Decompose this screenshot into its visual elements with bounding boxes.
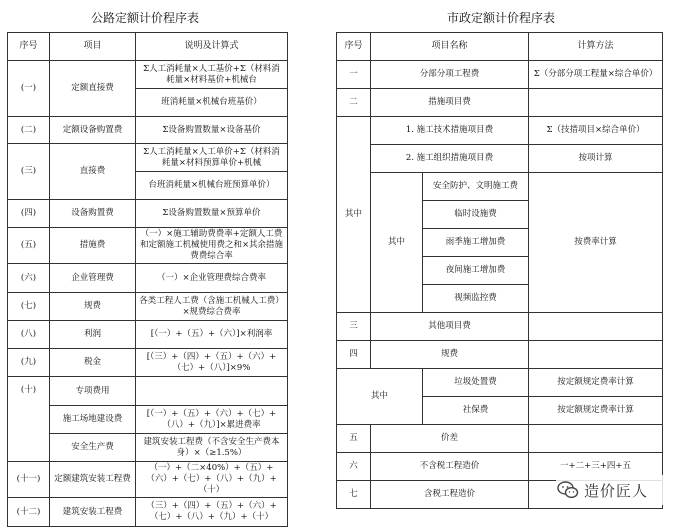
header-desc: 说明及计算式 <box>136 33 288 61</box>
row-name: 安全防护、文明施工费 <box>423 173 529 201</box>
row-desc: Σ设备购置数量×设备基价 <box>136 117 288 144</box>
row-method: 按费率计算 <box>529 173 663 313</box>
row-method: 按定额规定费率计算 <box>529 397 663 425</box>
row-desc: （一）×施工辅助费费率+定额人工费和定额施工机械使用费之和×其余措施费费综合率 <box>136 228 288 264</box>
row-desc: [（一）+（五）+（六）+（七）+（八）+（九）]×累进费率 <box>136 406 288 434</box>
row-name: 价差 <box>371 425 529 453</box>
row-item: 建筑安装工程费 <box>50 498 136 527</box>
row-name: 规费 <box>371 341 529 369</box>
row-desc: Σ人工消耗量×人工单价+Σ（材料消耗量×材料预算单价+机械 <box>136 144 288 172</box>
wechat-icon <box>556 478 580 502</box>
table-row <box>8 117 288 144</box>
row-item: 规费 <box>50 293 136 321</box>
row-desc: 班消耗量×机械台班基价） <box>136 89 288 117</box>
row-item: 直接费 <box>50 144 136 200</box>
table-row <box>8 462 288 498</box>
row-desc <box>136 377 288 406</box>
row-seq: 四 <box>337 341 371 369</box>
row-item: 利润 <box>50 321 136 349</box>
row-method: Σ（分部分项工程量×综合单价） <box>529 61 663 89</box>
table-header-row <box>8 33 288 61</box>
table-row <box>8 293 288 321</box>
row-seq: 一 <box>337 61 371 89</box>
row-desc: （一）+（二×40%）+（五）+（六）+（七）+（八）+（九）+（十） <box>136 462 288 498</box>
table-row <box>337 173 663 201</box>
row-item: 税金 <box>50 349 136 377</box>
right-table-title: 市政定额计价程序表 <box>446 11 555 25</box>
table-row <box>337 89 663 117</box>
table-row <box>8 377 288 406</box>
row-desc: Σ人工消耗量×人工基价+Σ（材料消耗量×材料基价+机械台 <box>136 61 288 89</box>
row-item: 定额直接费 <box>50 61 136 117</box>
row-seq: (五) <box>8 228 50 264</box>
row-item: 施工场地建设费 <box>50 406 136 434</box>
table-row <box>337 145 663 173</box>
row-seq: (九) <box>8 349 50 377</box>
row-desc: [（三）+（四）+（五）+（六）+（七）+（八）]×9% <box>136 349 288 377</box>
table-row <box>337 425 663 453</box>
row-item: 措施费 <box>50 228 136 264</box>
table-row <box>337 341 663 369</box>
row-desc: （三）+（四）+（五）+（六）+（七）+（八）+（九）+（十） <box>136 498 288 527</box>
table-row <box>8 264 288 293</box>
table-row <box>8 321 288 349</box>
row-name: 1. 施工技术措施项目费 <box>371 117 529 145</box>
municipal-pricing-table <box>336 32 663 509</box>
row-seq: (十一) <box>8 462 50 498</box>
row-method <box>529 89 663 117</box>
row-seq: (二) <box>8 117 50 144</box>
row-item: 设备购置费 <box>50 200 136 228</box>
row-method: 按项计算 <box>529 145 663 173</box>
row-seq: (八) <box>8 321 50 349</box>
table-row <box>8 228 288 264</box>
sub-group-label: 其中 <box>371 173 423 313</box>
watermark <box>556 475 676 505</box>
table-row <box>337 369 663 397</box>
row-name: 社保费 <box>423 397 529 425</box>
row-name: 不含税工程造价 <box>371 453 529 481</box>
row-name: 临时设施费 <box>423 201 529 229</box>
row-method <box>529 313 663 341</box>
row-seq: 三 <box>337 313 371 341</box>
row-desc: Σ设备购置数量×预算单价 <box>136 200 288 228</box>
row-seq: 六 <box>337 453 371 481</box>
row-method <box>529 425 663 453</box>
table-header-row <box>337 33 663 61</box>
header-seq: 序号 <box>337 33 371 61</box>
row-seq: (一) <box>8 61 50 117</box>
row-desc: （一）×企业管理费综合费率 <box>136 264 288 293</box>
table-row <box>8 144 288 172</box>
row-method: 一+二+三+四+五 <box>529 453 663 481</box>
header-item: 项目 <box>50 33 136 61</box>
row-name: 视频监控费 <box>423 285 529 313</box>
table-row <box>8 61 288 89</box>
header-seq: 序号 <box>8 33 50 61</box>
row-name: 夜间施工增加费 <box>423 257 529 285</box>
row-method: 按定额规定费率计算 <box>529 369 663 397</box>
highway-pricing-table <box>7 32 288 527</box>
table-row <box>8 434 288 462</box>
row-desc: 台班消耗量×机械台班预算单价） <box>136 172 288 200</box>
table-row <box>8 498 288 527</box>
group-label: 其中 <box>337 117 371 313</box>
fee-group-label: 其中 <box>337 369 423 425</box>
row-name: 分部分项工程费 <box>371 61 529 89</box>
watermark-text: 造价匠人 <box>584 481 649 500</box>
row-name: 雨季施工增加费 <box>423 229 529 257</box>
table-row <box>337 61 663 89</box>
row-desc: 各类工程人工费（含施工机械人工费）×规费综合费率 <box>136 293 288 321</box>
header-name: 项目名称 <box>371 33 529 61</box>
row-item: 安全生产费 <box>50 434 136 462</box>
row-item: 定额建筑安装工程费 <box>50 462 136 498</box>
row-seq: (四) <box>8 200 50 228</box>
row-item: 企业管理费 <box>50 264 136 293</box>
row-name: 垃圾处置费 <box>423 369 529 397</box>
table-row <box>337 117 663 145</box>
row-name: 2. 施工组织措施项目费 <box>371 145 529 173</box>
row-seq: 五 <box>337 425 371 453</box>
row-method: Σ（技措项目×综合单价） <box>529 117 663 145</box>
left-table-title: 公路定额计价程序表 <box>90 11 199 25</box>
row-seq: (六) <box>8 264 50 293</box>
row-seq: (七) <box>8 293 50 321</box>
header-method: 计算方法 <box>529 33 663 61</box>
row-seq: (三) <box>8 144 50 200</box>
table-row <box>337 313 663 341</box>
row-seq: 七 <box>337 481 371 509</box>
row-seq: (十二) <box>8 498 50 527</box>
row-seq: 二 <box>337 89 371 117</box>
table-row <box>8 200 288 228</box>
table-row <box>8 349 288 377</box>
row-seq: (十) <box>8 377 50 462</box>
row-name: 措施项目费 <box>371 89 529 117</box>
row-desc: [（一）+（五）+（六）]×利润率 <box>136 321 288 349</box>
row-name: 其他项目费 <box>371 313 529 341</box>
table-row <box>8 406 288 434</box>
row-method <box>529 341 663 369</box>
row-item: 专项费用 <box>50 377 136 406</box>
row-name: 含税工程造价 <box>371 481 529 509</box>
row-item: 定额设备购置费 <box>50 117 136 144</box>
row-desc: 建筑安装工程费（不含安全生产费本身）×（≥1.5%） <box>136 434 288 462</box>
